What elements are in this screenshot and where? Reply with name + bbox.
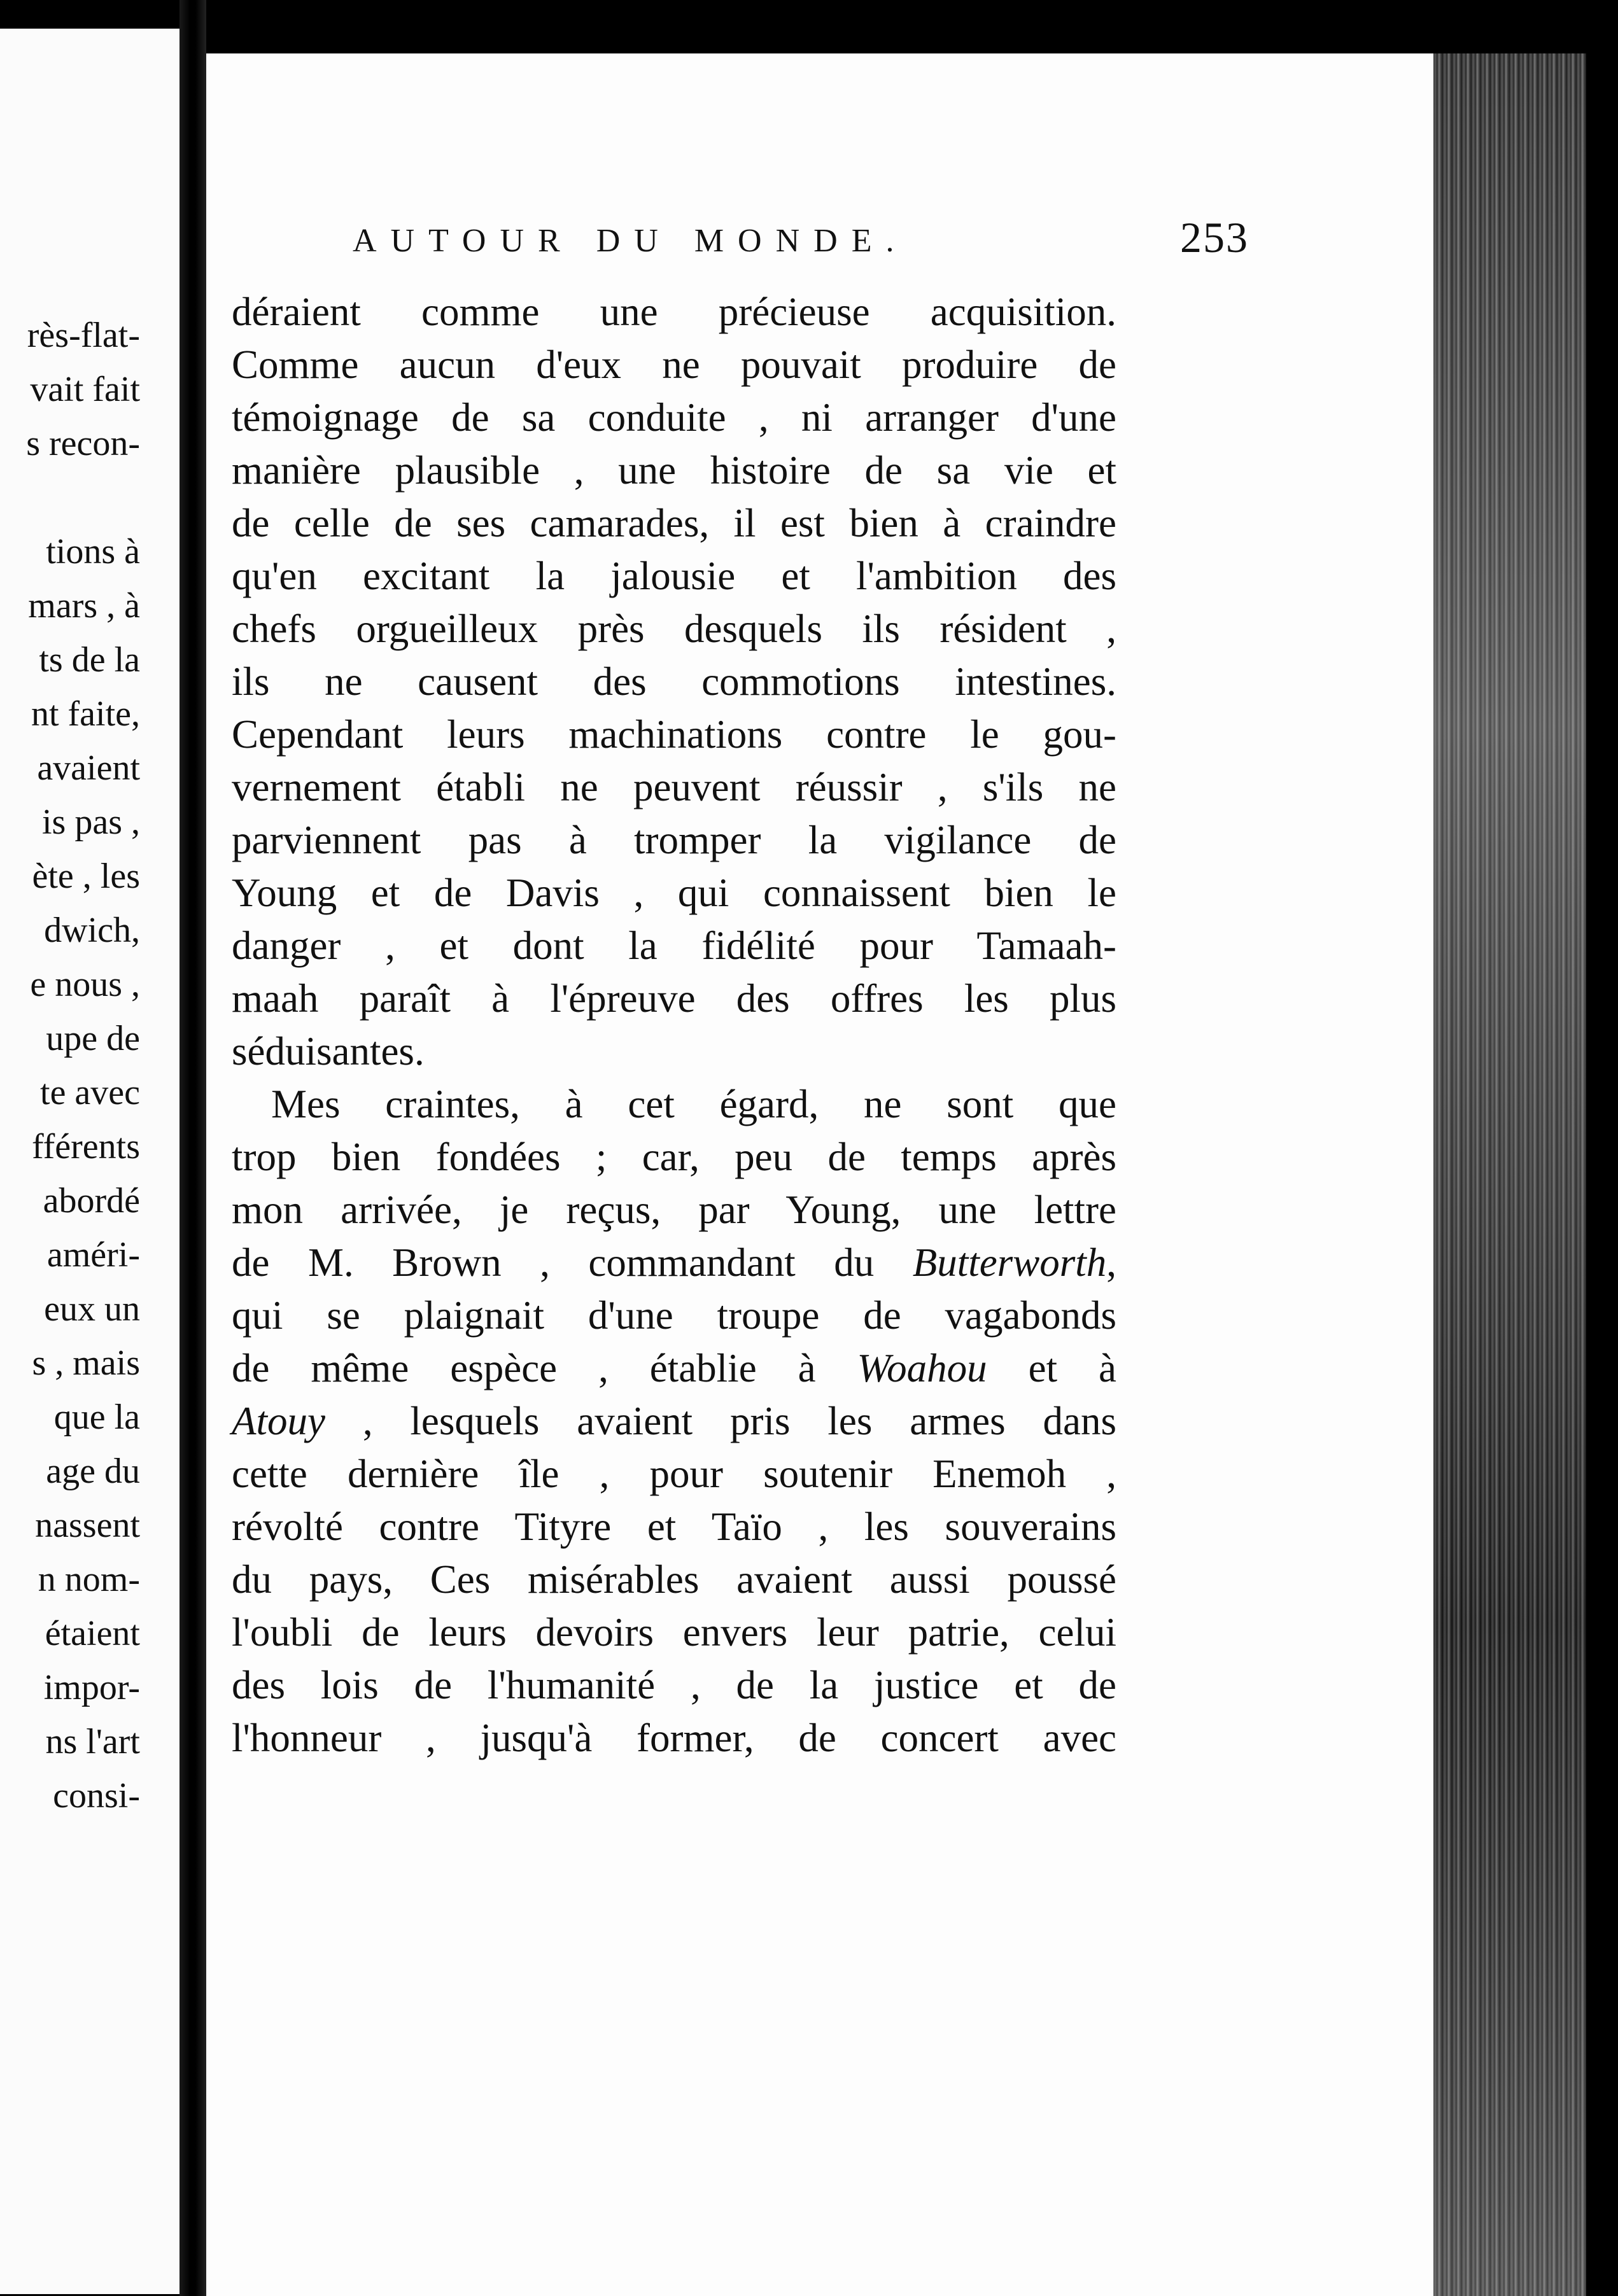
text-line: de même espèce , établie à Woahou et à xyxy=(232,1346,1116,1390)
left-page-text xyxy=(0,309,140,1823)
left-line: rès-flat- xyxy=(27,316,140,355)
left-line: tions à xyxy=(46,532,140,571)
text-line: Atouy , lesquels avaient pris les armes dans xyxy=(232,1399,1116,1443)
text-line: ils ne causent des commotions intestines. xyxy=(232,659,1116,704)
left-facing-page xyxy=(0,29,179,2294)
left-line: e nous , xyxy=(30,965,140,1004)
left-line: nassent xyxy=(35,1506,140,1545)
text-line: témoignage de sa conduite , ni arranger d'une xyxy=(232,395,1116,440)
left-line: ète , les xyxy=(32,857,140,896)
text-line: qui se plaignait d'une troupe de vagabonds xyxy=(232,1293,1116,1338)
left-line xyxy=(0,471,140,525)
text-line: déraient comme une précieuse acquisition. xyxy=(232,290,1116,334)
left-line: dwich, xyxy=(44,911,140,950)
page-number: 253 xyxy=(1180,213,1249,262)
scan-top-border xyxy=(179,0,1618,53)
left-line: ns l'art xyxy=(45,1722,140,1761)
text-line: Young et de Davis , qui connaissent bien le xyxy=(232,871,1116,915)
left-line: vait fait xyxy=(30,370,140,409)
text-line: vernement établi ne peuvent réussir , s'ils ne xyxy=(232,765,1116,809)
left-line: is pas , xyxy=(42,802,140,842)
text-line: Cependant leurs machinations contre le gou- xyxy=(232,712,1116,757)
left-line: fférents xyxy=(32,1127,140,1166)
text-line: maah paraît à l'épreuve des offres les plus xyxy=(232,976,1116,1021)
text-line: trop bien fondées ; car, peu de temps après xyxy=(232,1135,1116,1179)
text-line: parviennent pas à tromper la vigilance de xyxy=(232,818,1116,862)
scan-right-border xyxy=(1586,0,1618,2296)
text-line: chefs orgueilleux près desquels ils résident , xyxy=(232,606,1116,651)
book-gutter xyxy=(179,0,206,2296)
left-line: te avec xyxy=(40,1073,140,1112)
left-line: impor- xyxy=(43,1668,140,1707)
main-page xyxy=(206,53,1433,2296)
left-line: ts de la xyxy=(39,640,140,680)
left-line: mars , à xyxy=(28,586,140,626)
left-line: s , mais xyxy=(32,1343,140,1383)
left-line: s recon- xyxy=(26,424,140,463)
text-line: manière plausible , une histoire de sa vie et xyxy=(232,448,1116,493)
left-line: upe de xyxy=(46,1019,140,1058)
left-line: améri- xyxy=(46,1235,140,1275)
body-text xyxy=(232,286,1116,1765)
left-line: avaient xyxy=(37,748,140,788)
left-line: age du xyxy=(46,1452,140,1491)
page-edge-texture xyxy=(1433,53,1586,2296)
text-line: révolté contre Tityre et Taïo , les souverains xyxy=(232,1504,1116,1549)
left-line: étaient xyxy=(45,1614,140,1653)
text-line: du pays, Ces misérables avaient aussi poussé xyxy=(232,1557,1116,1602)
page-edge-shading xyxy=(1433,53,1586,2296)
text-line: Mes craintes, à cet égard, ne sont que xyxy=(271,1082,1116,1126)
text-line: cette dernière île , pour soutenir Enemoh , xyxy=(232,1452,1116,1496)
text-line: de M. Brown , commandant du Butterworth, xyxy=(232,1240,1116,1285)
text-line: des lois de l'humanité , de la justice et de xyxy=(232,1663,1116,1707)
running-head: AUTOUR DU MONDE. xyxy=(353,223,908,259)
left-line: abordé xyxy=(43,1181,140,1221)
text-line: qu'en excitant la jalousie et l'ambition des xyxy=(232,554,1116,598)
left-line: eux un xyxy=(44,1289,140,1329)
text-line: séduisantes. xyxy=(232,1029,425,1074)
text-line: de celle de ses camarades, il est bien à craindre xyxy=(232,501,1116,545)
text-line: l'honneur , jusqu'à former, de concert avec xyxy=(232,1716,1116,1760)
left-line: que la xyxy=(53,1397,140,1437)
left-line: nt faite, xyxy=(31,694,140,734)
text-line: l'oubli de leurs devoirs envers leur patrie, celui xyxy=(232,1610,1116,1655)
text-line: Comme aucun d'eux ne pouvait produire de xyxy=(232,342,1116,387)
text-line: danger , et dont la fidélité pour Tamaah- xyxy=(232,923,1116,968)
left-line: consi- xyxy=(53,1776,140,1816)
text-line: mon arrivée, je reçus, par Young, une lettre xyxy=(232,1187,1116,1232)
left-line: n nom- xyxy=(38,1560,140,1599)
